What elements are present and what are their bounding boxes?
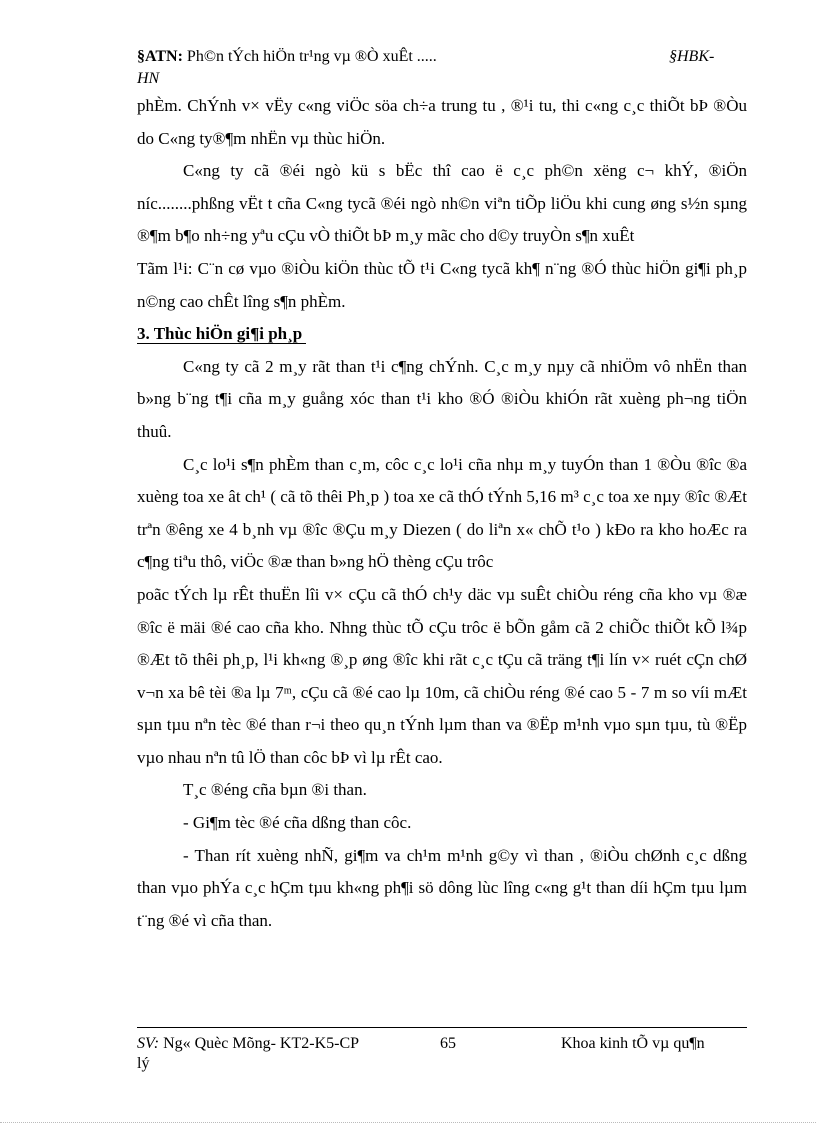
paragraph-9: - Than rít xuèng nhÑ, gi¶m va ch¹m m¹nh g©y vì than , ®iÒu chØnh c¸c dßng than vµo phÝa c¸c hÇm tµu kh«ng ph¶i sö dông lùc lîng c«ng g¹t than díi hÇm tµu lµm t¨ng ®é vì cña than. (137, 845, 747, 930)
paragraph-5: C¸c lo¹i s¶n phÈm than c¸m, côc c¸c lo¹i cña nhµ m¸y tuyÓn than 1 ®Òu ®îc ®a xuèng toa xe ât ch¹ ( cã tõ thêi Ph¸p ) toa xe cã thÓ tÝnh 5,16 m³ c¸c toa xe nµy ®îc ®Æt trªn ®êng xe 4 b¸nh vµ ®îc ®Çu m¸y Diezen ( do liªn x« chÕ t¹o ) kÐo ra kho hoÆc ra c¶ng tiªu thô, viÖc ®æ than b»ng hÖ thèng cÇu trôc (137, 454, 747, 572)
paragraph-8: - Gi¶m tèc ®é cña dßng than côc. (183, 813, 412, 833)
footer-author-continued: lý (137, 1055, 150, 1072)
document-body (137, 90, 747, 937)
footer-department: Khoa kinh tÕ vµ qu¶n (561, 1035, 705, 1052)
footer-divider (137, 1027, 747, 1028)
footer-author-name: Ng« Quèc Mõng- KT2-K5-CP (159, 1035, 360, 1052)
header-institution: §HBK- (669, 48, 715, 65)
page-header (137, 47, 737, 87)
footer-author (137, 1034, 417, 1074)
paragraph-2: C«ng ty cã ®éi ngò kü s bËc thî cao ë c¸c ph©n xëng c¬ khÝ, ®iÖn níc........phßng vËt t cña C«ng tycã ®éi ngò nh©n viªn tiÕp liÖu khi cung øng s½n sµng ®¶m b¶o nh÷ng yªu cÇu vÒ thiÕt bÞ m¸y mãc cho d©y truyÒn s¶n xuÊt (137, 161, 747, 246)
paragraph-3: Tãm l¹i: C¨n cø vµo ®iÒu kiÖn thùc tÕ t¹i C«ng tycã kh¶ n¨ng ®Ó thùc hiÖn gi¶i ph¸p n©ng cao chÊt lîng s¶n phÈm. (137, 258, 747, 311)
header-title (137, 47, 737, 67)
paragraph-7: T¸c ®éng cña bµn ®i than. (183, 780, 367, 800)
footer-sv-label: SV: (137, 1035, 160, 1052)
header-title-prefix: §ATN: (137, 48, 183, 65)
section-heading (137, 318, 747, 351)
header-title-text: Ph©n tÝch hiÖn tr¹ng vµ ®Ò xuÊt ..... (182, 48, 437, 65)
paragraph-4: C«ng ty cã 2 m¸y rãt than t¹i c¶ng chÝnh. C¸c m¸y nµy cã nhiÖm vô nhËn than b»ng b¨ng t¶i cña m¸y guång xóc than t¹i kho ®Ó ®iÒu khiÓn rãt xuèng ph¬ng tiÖn thuû. (137, 356, 747, 441)
page-number: 65 (440, 1035, 456, 1052)
paragraph-6: poãc tÝch lµ rÊt thuËn lîi v× cÇu cã thÓ ch¹y däc vµ suÊt chiÒu réng cña kho vµ ®æ ®îc ë mäi ®é cao cña kho. Nhng thùc tÕ cÇu trôc ë bÕn gåm cã 2 chiÕc thiÕt kÕ l¾p ®Æt tõ thêi ph¸p, l¹i kh«ng ®¸p øng ®îc khi rãt c¸c tÇu cã träng t¶i lín v× ruét cÇn chØ v¬n xa bê tèi ®a lµ 7ᵐ, cÇu cã ®é cao lµ 10m, cã chiÒu réng ®é cao 5 - 7 m so víi mÆt sµn tµu nªn tèc ®é than r¬i theo qu¸n tÝnh lµm than va ®Ëp m¹nh vµo sµn tµu, tù ®Ëp vµo nhau nªn tû lÖ than côc bÞ vì lµ rÊt cao. (137, 584, 747, 767)
paragraph-1: phÈm. ChÝnh v× vËy c«ng viÖc söa ch÷a trung tu , ®¹i tu, thi c«ng c¸c thiÕt bÞ ®Òu do C«ng ty®¶m nhËn vµ thùc hiÖn. (137, 96, 747, 148)
section-heading-text: 3. Thùc hiÖn gi¶i ph¸p (137, 324, 306, 344)
header-institution-continued: HN (137, 70, 160, 87)
